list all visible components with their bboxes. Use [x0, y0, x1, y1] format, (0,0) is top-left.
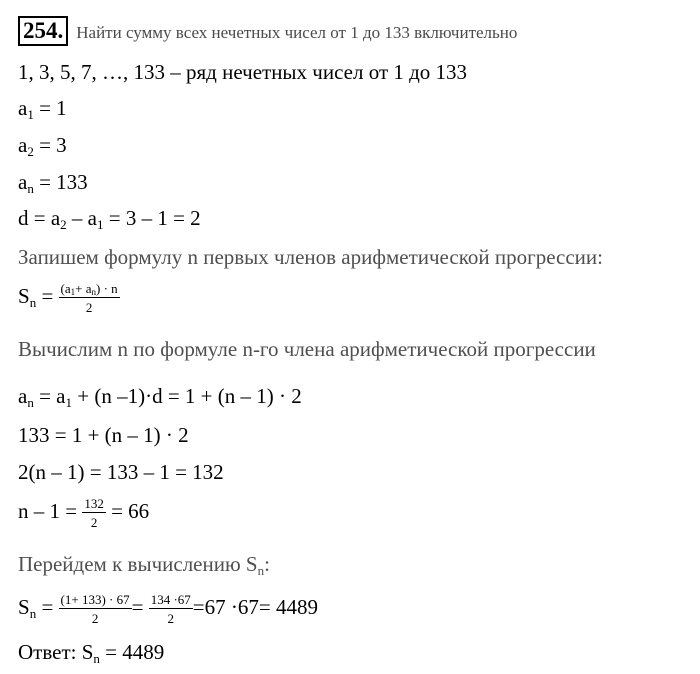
result-fraction-2: $\frac{134 \cdot 67}{2}$ [150, 592, 191, 626]
an-line: $a_n = 133$ [18, 170, 88, 196]
sum-formula: $S_n$ = $\frac{(a_1+ a_n) \cdot n}{2}$ [18, 281, 118, 315]
eq3-fraction: $\frac{132}{2}$ [84, 496, 104, 530]
text-calc-n: Вычислим n по формуле n-го члена арифметической прогрессии [18, 337, 596, 361]
problem-statement: Найти сумму всех нечетных чисел от 1 до 133 включительно [76, 23, 518, 42]
result-line: $S_n$ = $\frac{(1+ 133) \cdot 67}{2}$ = $\frac{134 \cdot 67}{2}$ =67 ·67= 4489 [18, 592, 318, 626]
d-line: $d = a_2 - a_1 = 3 - 1 = 2$ [18, 206, 201, 232]
text-go-sn: Перейдем к вычислению $S_n$: [18, 552, 270, 578]
answer-line: Ответ: $S_n = 4489$ [18, 640, 165, 666]
result-fraction-1: $\frac{(1+ 133) \cdot 67}{2}$ [60, 592, 130, 626]
a1-line: $a_1 = 1$ [18, 96, 67, 122]
nth-term-formula: $a_n = a_1 + (n$ –1)·d = 1 + (n – 1) · 2 [18, 384, 302, 410]
equation-2: 2(n – 1) = 133 – 1 = 132 [18, 460, 224, 484]
problem-header [18, 16, 517, 46]
text-formula-sum: Запишем формулу n первых членов арифметической прогрессии: [18, 245, 603, 269]
sum-fraction: $\frac{(a_1+ a_n) \cdot n}{2}$ [60, 281, 118, 315]
equation-1: 133 = 1 + (n – 1) · 2 [18, 423, 189, 447]
problem-number: 254. [18, 16, 68, 46]
a2-line: $a_2 = 3$ [18, 133, 67, 159]
series-line: 1, 3, 5, 7, …, 133 – ряд нечетных чисел от 1 до 133 [18, 60, 468, 84]
equation-3: n – 1 = $\frac{132}{2}$ = 66 [18, 496, 150, 530]
